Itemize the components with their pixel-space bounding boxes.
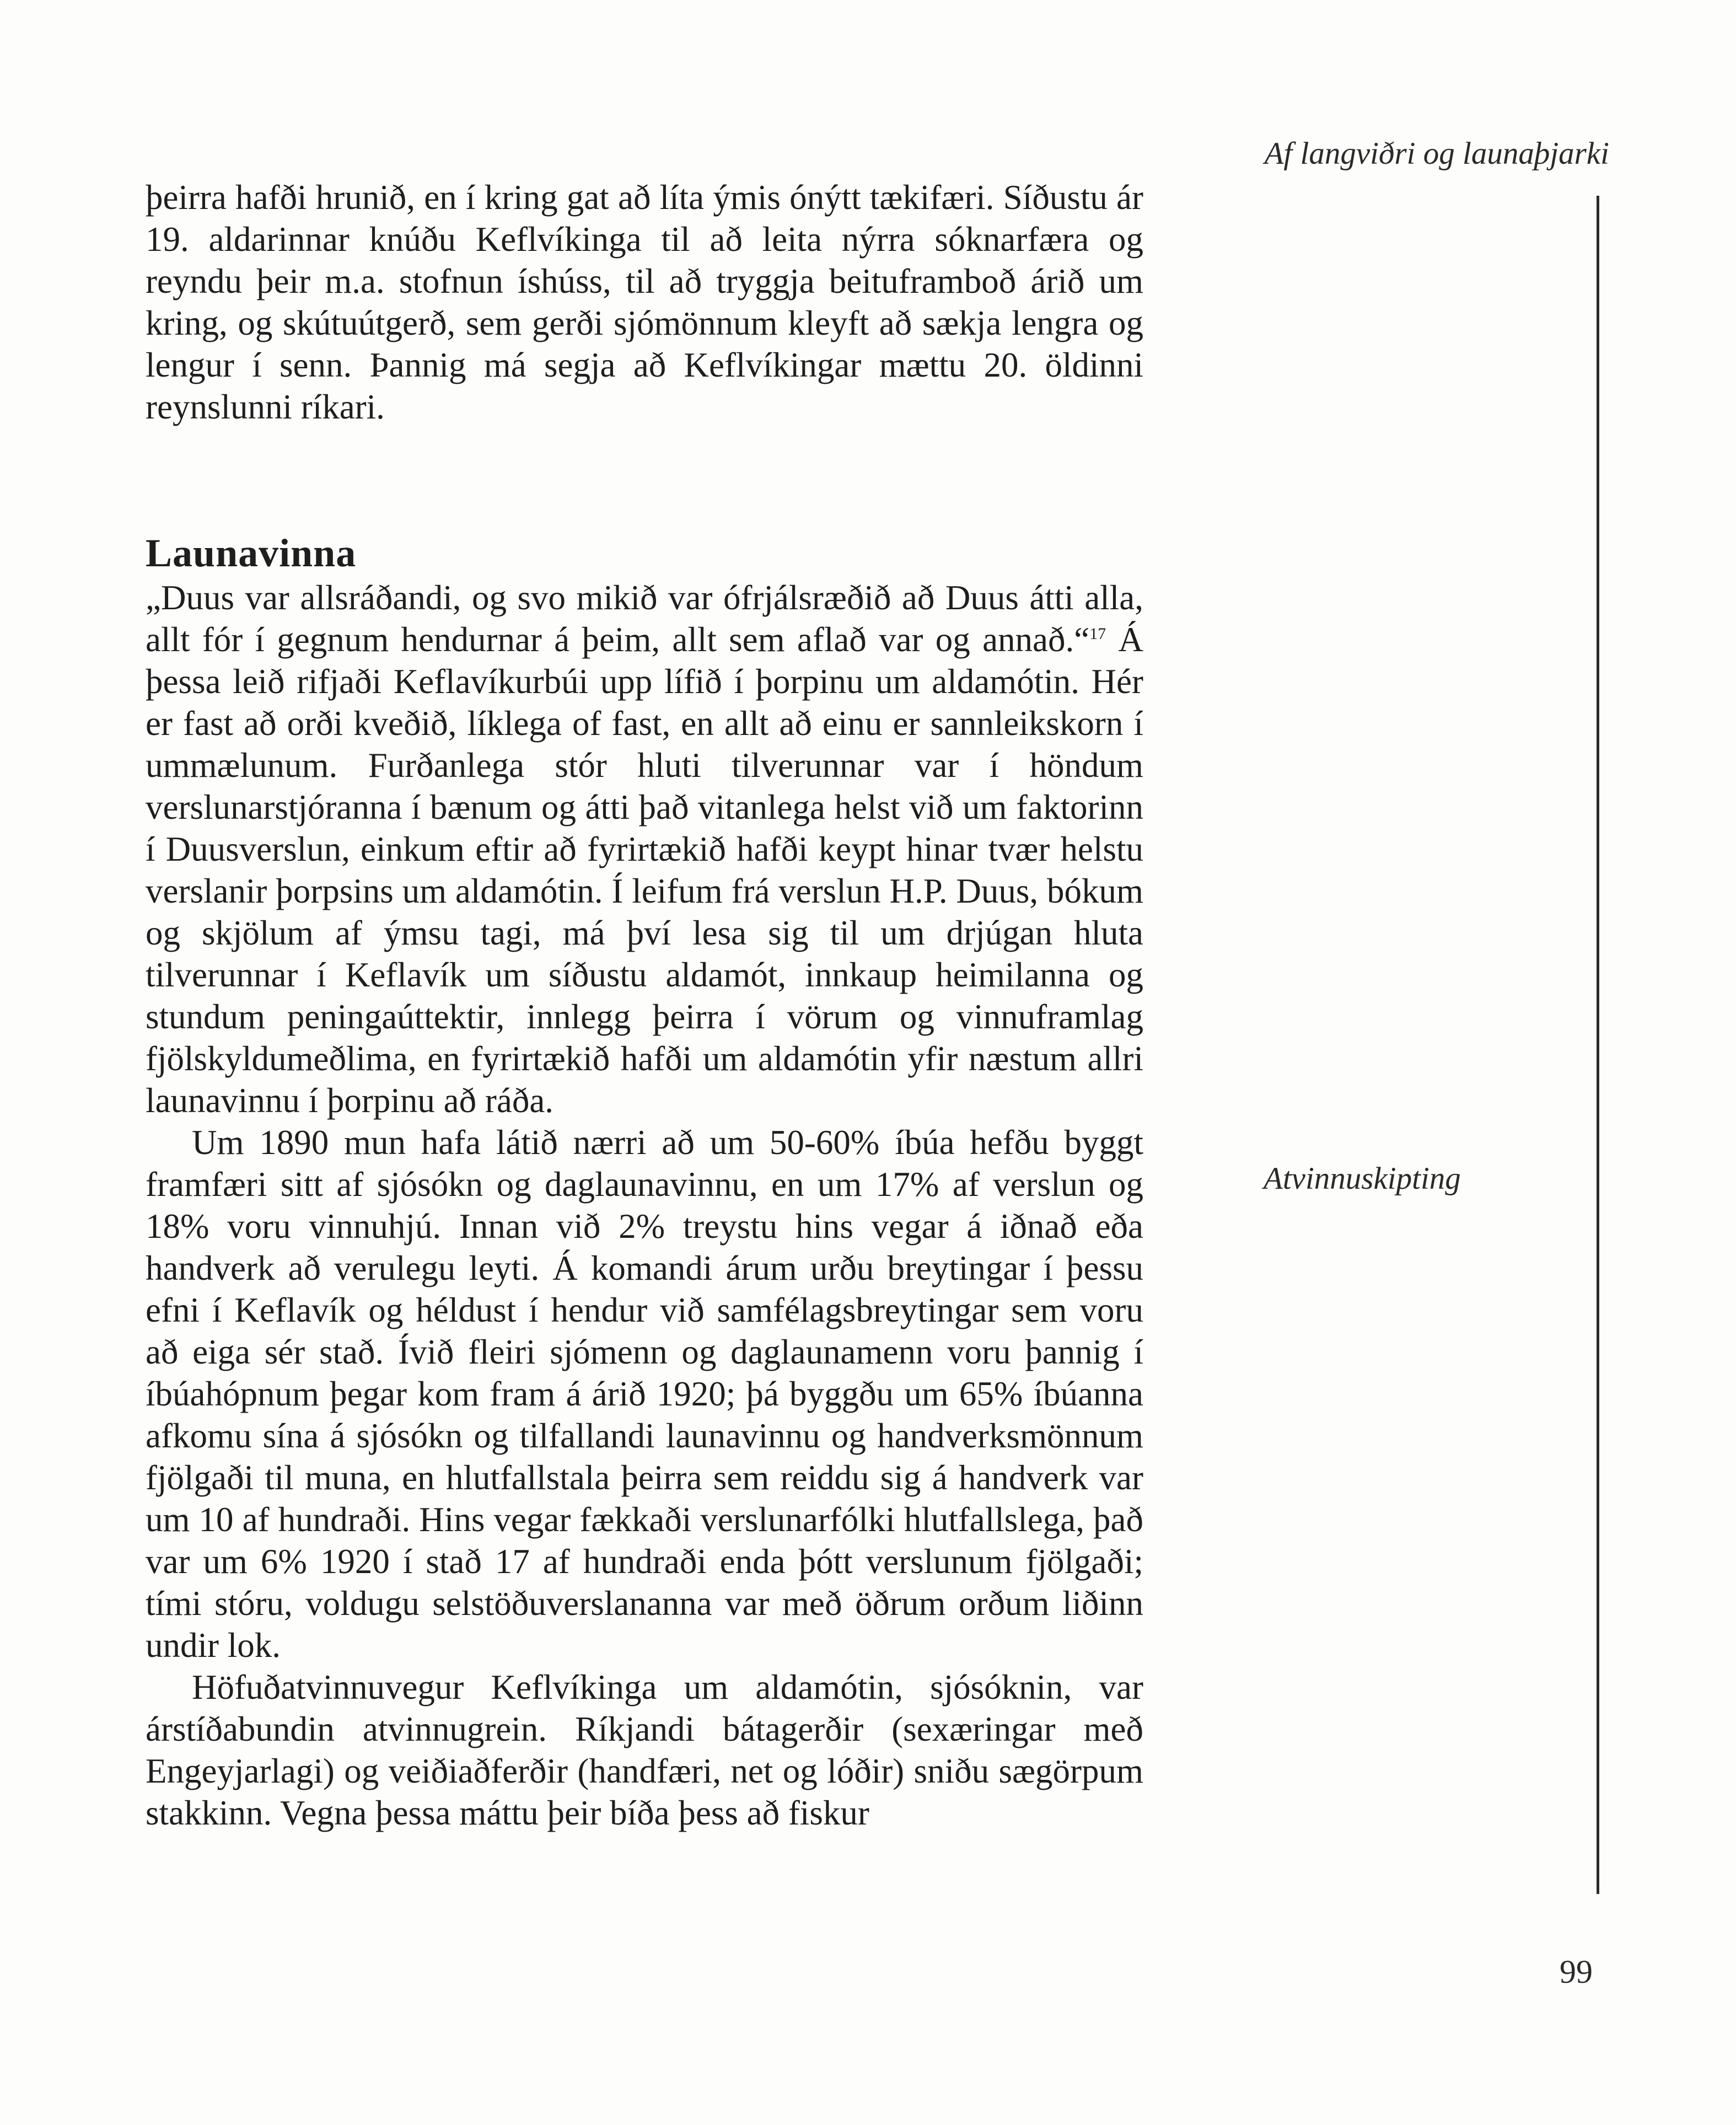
footnote-ref: 17	[1089, 625, 1106, 643]
running-header: Af langviðri og launaþjarki	[1264, 136, 1609, 171]
section-heading: Launavinna	[146, 531, 357, 575]
margin-note: Atvinnuskipting	[1264, 1161, 1461, 1196]
page-number: 99	[1560, 1954, 1593, 1990]
margin-rule	[1597, 196, 1599, 1894]
paragraph-atvinnuskipting: Um 1890 mun hafa látið nærri að um 50-60% íbúa hefðu byggt framfæri sitt af sjósókn og daglaunavinnu, en um 17% af verslun og 18% voru vinnuhjú. Innan við 2% treystu hins vegar á iðnað eða handverk að verulegu leyti. Á komandi árum urðu breytingar í þessu efni í Keflavík og héldust í hendur við samfélagsbreytingar sem voru að eiga sér stað. Ívið fleiri sjómenn og daglaunamenn voru þannig í íbúahópnum þegar kom fram á árið 1920; þá byggðu um 65% íbúanna afkomu sína á sjósókn og tilfallandi launavinnu og handverksmönnum fjölgaði til muna, en hlutfallstala þeirra sem reiddu sig á handverk var um 10 af hundraði. Hins vegar fækkaði verslunarfólki hlutfallslega, það var um 6% 1920 í stað 17 af hundraði enda þótt verslunum fjölgaði; tími stóru, voldugu selstöðuverslananna var með öðrum orðum liðinn undir lok.	[146, 1123, 1143, 1665]
intro-paragraph: þeirra hafði hrunið, en í kring gat að líta ýmis ónýtt tækifæri. Síðustu ár 19. aldarinnar knúðu Keflvíkinga til að leita nýrra sóknarfæra og reyndu þeir m.a. stofnun íshúss, til að tryggja beituframboð árið um kring, og skútuútgerð, sem gerði sjómönnum kleyft að sækja lengra og lengur í senn. Þannig má segja að Keflvíkingar mættu 20. öldinni reynslunni ríkari.	[146, 178, 1143, 426]
paragraph-sjosokn: Höfuðatvinnuvegur Keflvíkinga um aldamótin, sjósóknin, var árstíðabundin atvinnugrein. Ríkjandi bátagerðir (sexæringar með Engeyjarlagi) og veiðiaðferðir (handfæri, net og lóðir) sniðu sægörpum stakkinn. Vegna þessa máttu þeir bíða þess að fiskur	[146, 1668, 1143, 1832]
quote-text: „Duus var allsráðandi, og svo mikið var ófrjálsræðið að Duus átti alla, allt fór í gegnum hendurnar á þeim, allt sem aflað var og annað.“	[146, 578, 1143, 659]
paragraph-continuation: Á þessa leið rifjaði Keflavíkurbúi upp lífið í þorpinu um aldamótin. Hér er fast að orði kveðið, líklega of fast, en allt að einu er sannleikskorn í ummælunum. Furðanlega stór hluti tilverunnar var í höndum verslunarstjóranna í bænum og átti það vitanlega helst við um faktorinn í Duusverslun, einkum eftir að fyrirtækið hafði keypt hinar tvær helstu verslanir þorpsins um aldamótin. Í leifum frá verslun H.P. Duus, bókum og skjölum af ýmsu tagi, má því lesa sig til um drjúgan hluta tilverunnar í Keflavík um síðustu aldamót, innkaup heimilanna og stundum peningaúttektir, innlegg þeirra í vörum og vinnuframlag fjölskyldumeðlima, en fyrirtækið hafði um aldamótin yfir næstum allri launavinnu í þorpinu að ráða.	[146, 620, 1143, 1120]
main-text	[146, 176, 1143, 1834]
paragraph-launavinna	[146, 577, 1143, 1121]
